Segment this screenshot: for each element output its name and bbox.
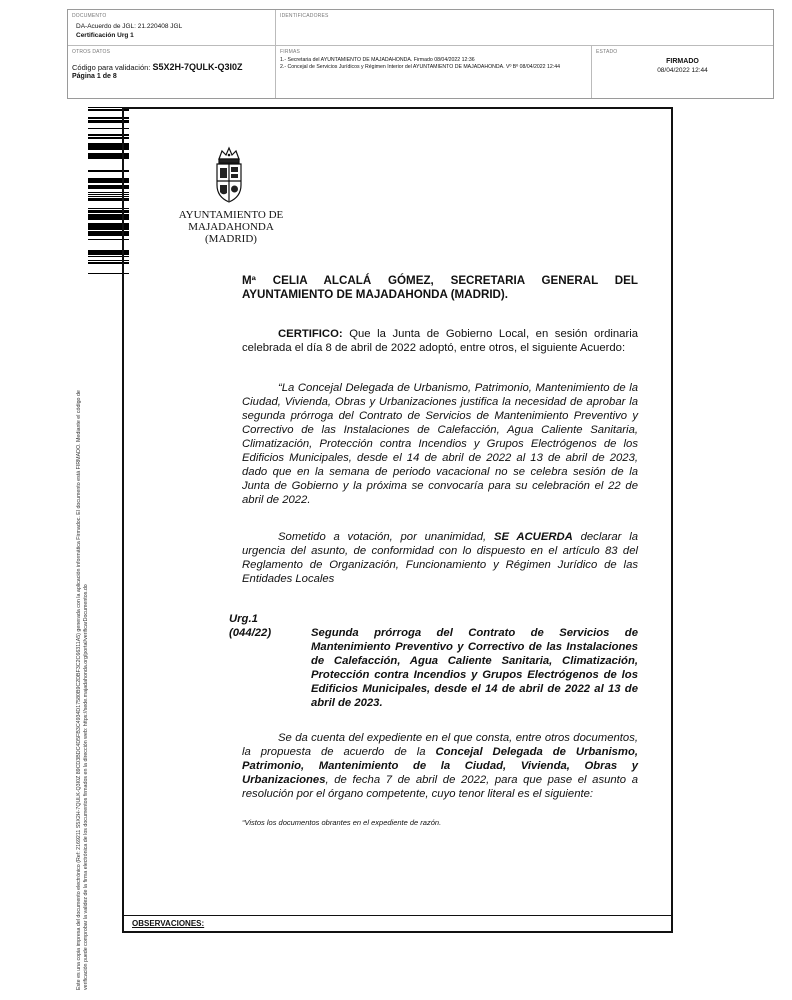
otros-datos-cell (68, 46, 276, 98)
firmas-cell (276, 46, 592, 98)
sometido-text-c: declarar la urgencia del asunto, de conformidad con lo dispuesto en el artículo 83 del Reglamento de Organización, Funcionamiento y Régimen Jurídico de las Entidades Locales (242, 531, 638, 585)
signature-header (67, 9, 774, 99)
verification-line-1: Este es una copia impresa del documento electrónico (Ref: 2169211 S5X2H-7QULK-Q3I0Z 89CD3BDC4D5FB3C4934D17580B9C2DBF3C2C66311A5) generada con la aplicación informática Firmadoc. El documento está FIRMADO. Mediante el código de (76, 390, 82, 990)
sometido-text-a: Sometido a votación, por unanimidad, (278, 531, 494, 543)
validation-code: S5X2H-7QULK-Q3I0Z (152, 62, 243, 72)
observaciones-label: OBSERVACIONES: (132, 919, 205, 928)
firmas-label: FIRMAS (280, 49, 301, 55)
identificadores-label: IDENTIFICADORES (280, 13, 329, 19)
certifico-paragraph (242, 327, 638, 355)
verification-line-2: verificación puede comprobar la validez de la firma electrónica de los documentos firmados en la dirección web: https://sede.majadahonda.org/portal/verificarDocumentos.do (83, 584, 89, 990)
municipality-name (170, 209, 292, 245)
doc-line2: Certificación Urg 1 (76, 32, 134, 39)
municipality-line2: MAJADAHONDA (188, 221, 274, 233)
firma-2: 2.- Concejal de Servicios Jurídicos y Régimen Interior del AYUNTAMIENTO DE MAJADAHONDA. Vº Bº 08/04/2022 12:44 (280, 63, 560, 70)
documento-label: DOCUMENTO (72, 13, 107, 19)
urg-number: (044/22) (229, 627, 272, 639)
expediente-paragraph (242, 731, 638, 801)
expediente-text-c: , de fecha 7 de abril de 2022, para que pase el asunto a resolución por el órgano competente, cuyo tenor literal es el siguiente: (242, 774, 638, 800)
estado-date: 08/04/2022 12:44 (657, 67, 708, 74)
quote-paragraph: “La Concejal Delegada de Urbanismo, Patrimonio, Mantenimiento de la Ciudad, Vivienda, Obras y Urbanizaciones justifica la necesidad de aprobar la segunda prórroga del Contrato de Servicios de Mantenimiento Preventivo y Correctivo de las Instalaciones de Calefacción, Agua Caliente Sanitaria, Climatización, Protección contra Incendios y Grupos Electrógenos de los Edificios Municipales, desde el 14 de abril de 2022 al 13 de abril de 2023, dado que en la semana de periodo vacacional no se celebra sesión de la Junta de Gobierno y la próxima se convocaría para su celebración el 22 de abril de 2022. (242, 382, 638, 506)
identificadores-cell (276, 10, 773, 46)
doc-line1: DA-Acuerdo de JGL: 21.220408 JGL (76, 23, 183, 30)
otros-datos-label: OTROS DATOS (72, 49, 111, 55)
observaciones-divider (124, 915, 671, 916)
verification-side-text (76, 300, 90, 990)
documento-cell (68, 10, 276, 46)
heading: Mª CELIA ALCALÁ GÓMEZ, SECRETARIA GENERAL DEL AYUNTAMIENTO DE MAJADAHONDA (MADRID). (242, 274, 638, 301)
municipality-line1: AYUNTAMIENTO DE (178, 209, 284, 221)
estado-cell (592, 46, 773, 98)
urg-title: Segunda prórroga del Contrato de Servicios de Mantenimiento Preventivo y Correctivo de las Instalaciones de Calefacción, Agua Caliente Sanitaria, Climatización, Protección contra Incendios y Grupos Electrógenos de los Edificios Municipales, desde el 14 de abril de 2022 al 13 de abril de 2023. (311, 627, 638, 709)
validation-row (72, 62, 243, 72)
validation-label: Código para validación: (72, 63, 151, 72)
vistos-line: “Vistos los documentos obrantes en el expediente de razón. (242, 818, 442, 827)
expediente-text-a: Se da cuenta del expediente en el que consta, entre otros documentos, la propuesta de acuerdo de la (242, 732, 638, 758)
urg-label: Urg.1 (229, 613, 258, 625)
firma-1: 1.- Secretaria del AYUNTAMIENTO DE MAJADAHONDA. Firmado 08/04/2022 12:36 (280, 57, 475, 63)
concejal-delegada: Concejal Delegada de Urbanismo, Patrimonio, Mantenimiento de la Ciudad, Vivienda, Obras y Urbanizaciones (242, 746, 638, 786)
certifico-text: Que la Junta de Gobierno Local, en sesión ordinaria celebrada el día 8 de abril de 2022 adoptó, entre otros, el siguiente Acuerdo: (242, 328, 638, 354)
municipality-line3: (MADRID) (205, 233, 257, 245)
estado-value: FIRMADO (666, 58, 699, 65)
coat-of-arms-icon (211, 145, 247, 205)
certifico-label: CERTIFICO: (278, 328, 343, 340)
se-acuerda: SE ACUERDA (493, 531, 573, 543)
sometido-paragraph (242, 530, 638, 586)
estado-label: ESTADO (596, 49, 618, 55)
page-count: Página 1 de 8 (72, 73, 117, 80)
firmas-list (280, 57, 584, 71)
